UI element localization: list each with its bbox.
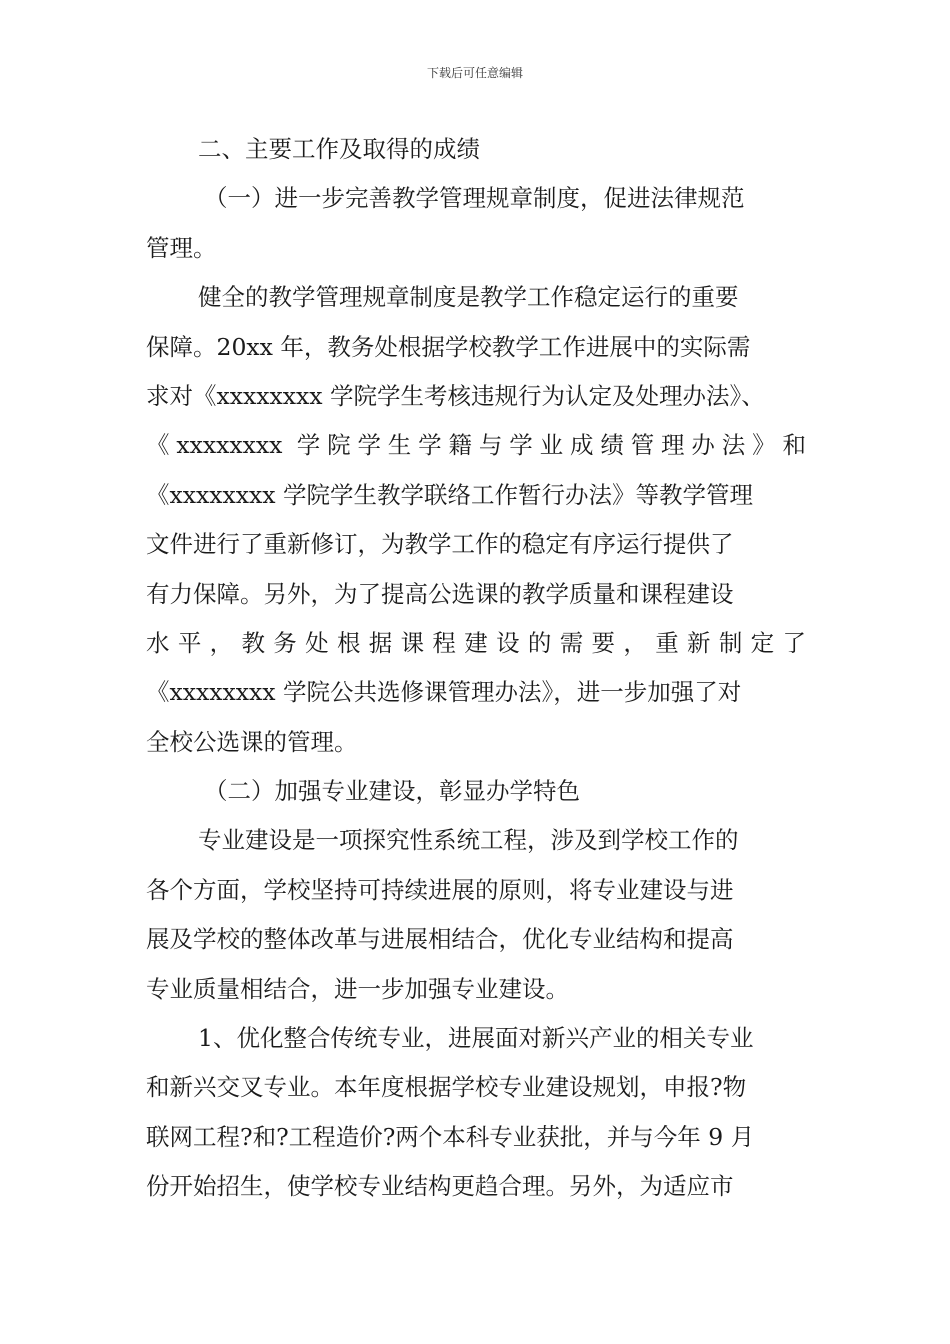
paragraph-line: 《xxxxxxxx 学院学生学籍与学业成绩管理办法》和	[146, 431, 806, 460]
paragraph-line: 文件进行了重新修订，为教学工作的稳定有序运行提供了	[146, 530, 734, 559]
paragraph-line: 《xxxxxxxx 学院学生教学联络工作暂行办法》等教学管理	[146, 480, 753, 509]
document-body	[146, 125, 806, 1212]
paragraph-line: 展及学校的整体改革与进展相结合，优化专业结构和提高	[146, 925, 734, 954]
paragraph-line: 各个方面，学校坚持可持续进展的原则，将专业建设与进	[146, 875, 734, 904]
paragraph-line: 全校公选课的管理。	[146, 727, 358, 756]
paragraph-line: 份开始招生，使学校专业结构更趋合理。另外，为适应市	[146, 1172, 734, 1201]
paragraph-line: 水平，教务处根据课程建设的需要，重新制定了	[146, 628, 806, 657]
paragraph-line: 1、优化整合传统专业，进展面对新兴产业的相关专业	[198, 1024, 754, 1053]
subsection-heading-1: （一）进一步完善教学管理规章制度，促进法律规范	[204, 184, 745, 213]
paragraph-line: 保障。20xx 年，教务处根据学校教学工作进展中的实际需	[146, 332, 751, 361]
paragraph-line: 有力保障。另外，为了提高公选课的教学质量和课程建设	[146, 579, 734, 608]
paragraph-line: 联网工程?和?工程造价?两个本科专业获批，并与今年 9 月	[146, 1122, 755, 1151]
paragraph-line: 专业建设是一项探究性系统工程，涉及到学校工作的	[198, 826, 739, 855]
subsection-heading-2: （二）加强专业建设，彰显办学特色	[204, 777, 580, 806]
paragraph-line: 管理。	[146, 233, 217, 262]
paragraph-line: 健全的教学管理规章制度是教学工作稳定运行的重要	[198, 283, 739, 312]
paragraph-line: 和新兴交叉专业。本年度根据学校专业建设规划，申报?物	[146, 1073, 747, 1102]
paragraph-line: 《xxxxxxxx 学院公共选修课管理办法》，进一步加强了对	[146, 678, 742, 707]
section-heading: 二、主要工作及取得的成绩	[198, 135, 480, 163]
paragraph-line: 专业质量相结合，进一步加强专业建设。	[146, 974, 569, 1003]
page-header-note: 下载后可任意编辑	[426, 66, 523, 80]
paragraph-line: 求对《xxxxxxxx 学院学生考核违规行为认定及处理办法》、	[146, 381, 765, 410]
